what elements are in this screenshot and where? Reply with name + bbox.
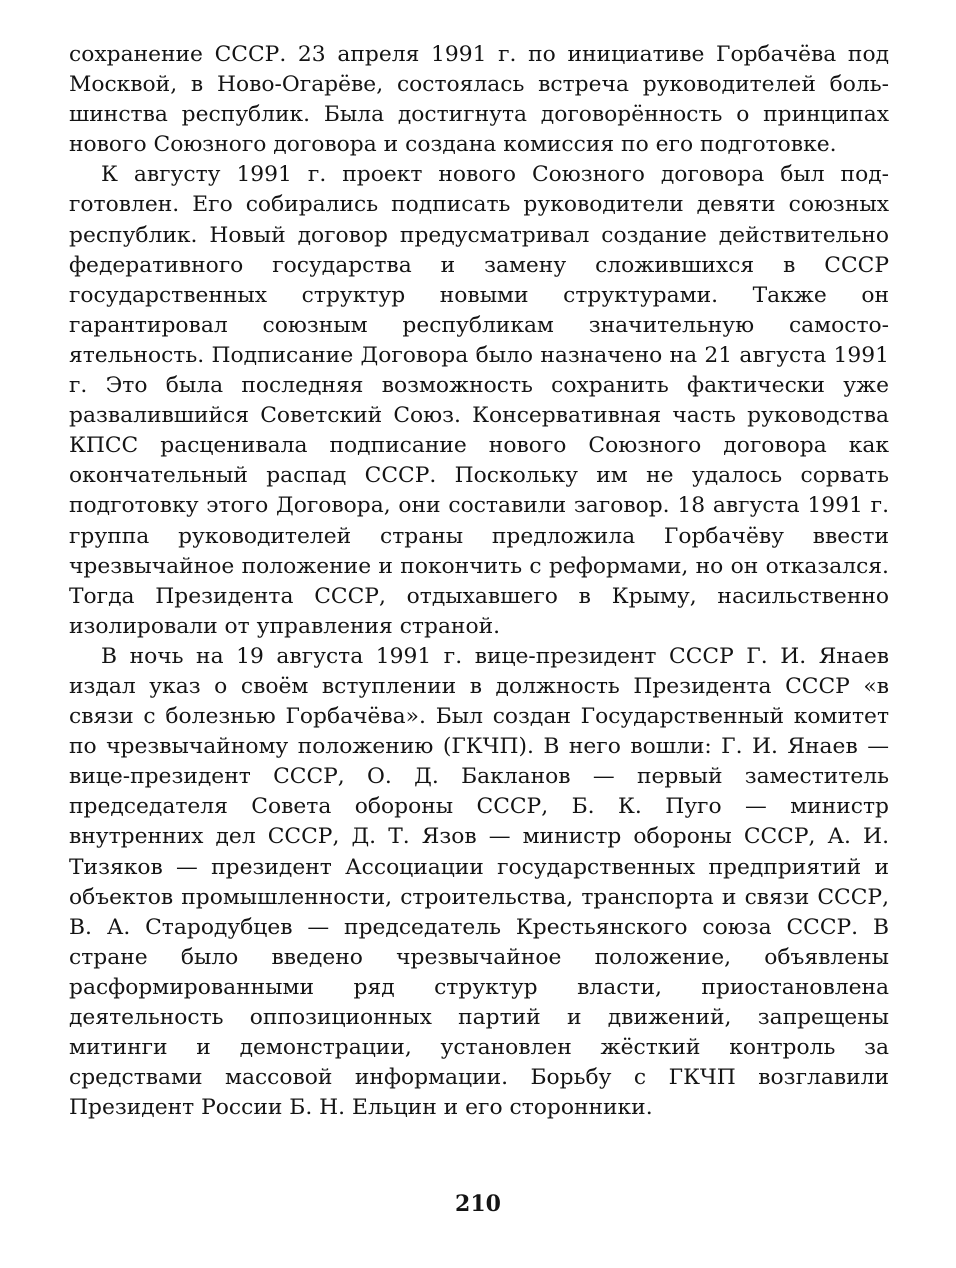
paragraph-continuation: сохранение СССР. 23 апреля 1991 г. по инициативе Горбачёва под Москвой, в Ново-Огарёве, состоялась встреча руководителей большинства республик. Была достигнута договорённость о принципах нового Союзного договора и создана комиссия по его подготовке. bbox=[69, 42, 889, 158]
paragraph-gkchp: В ночь на 19 августа 1991 г. вице-президент СССР Г. И. Янаев издал указ о своём вступлении в должность Президента СССР «в связи с болезнью Горбачёва». Был создан Государственный комитет по чрезвычайному положению (ГКЧП). В него вошли: Г. И. Янаев — вице-президент СССР, О. Д. Бакланов — первый заместитель председателя Совета обороны СССР, Б. К. Пуго — министр внутренних дел СССР, Д. Т. Язов — министр обороны СССР, А. И. Тизяков — президент Ассоциации государственных предприятий и объектов промышленности, строительства, транспорта и связи СССР, В. А. Стародубцев — председатель Крестьянского союза СССР. В стране было введено чрезвычайное положение, объявлены расформированными ряд структур власти, приостановлена деятельность оппозиционных партий и движений, запрещены митинги и демонстрации, установлен жёсткий контроль за средствами массовой информации. Борьбу с ГКЧП возглавили Президент России Б. Н. Ельцин и его сторонники. bbox=[69, 643, 889, 1121]
page-number: 210 bbox=[455, 1191, 501, 1217]
page-body bbox=[69, 40, 889, 1123]
paragraph-union-treaty: К августу 1991 г. проект нового Союзного договора был подготовлен. Его собирались подписать руководители девяти союзных республик. Новый договор предусматривал создание действительно федеративного государства и замену сложившихся в СССР государственных структур новыми структурами. Также он гарантировал союзным республикам значительную самостоятельность. Подписание Договора было назначено на 21 августа 1991 г. Это была последняя возможность сохранить фактически уже развалившийся Советский Союз. Консервативная часть руководства КПСС расценивала подписание нового Союзного договора как окончательный распад СССР. Поскольку им не удалось сорвать подготовку этого Договора, они составили заговор. 18 августа 1991 г. группа руководителей страны предложила Горбачёву ввести чрезвычайное положение и покончить с реформами, но он отказался. Тогда Президента СССР, отдыхавшего в Крыму, насильственно изолировали от управления страной. bbox=[69, 162, 889, 639]
